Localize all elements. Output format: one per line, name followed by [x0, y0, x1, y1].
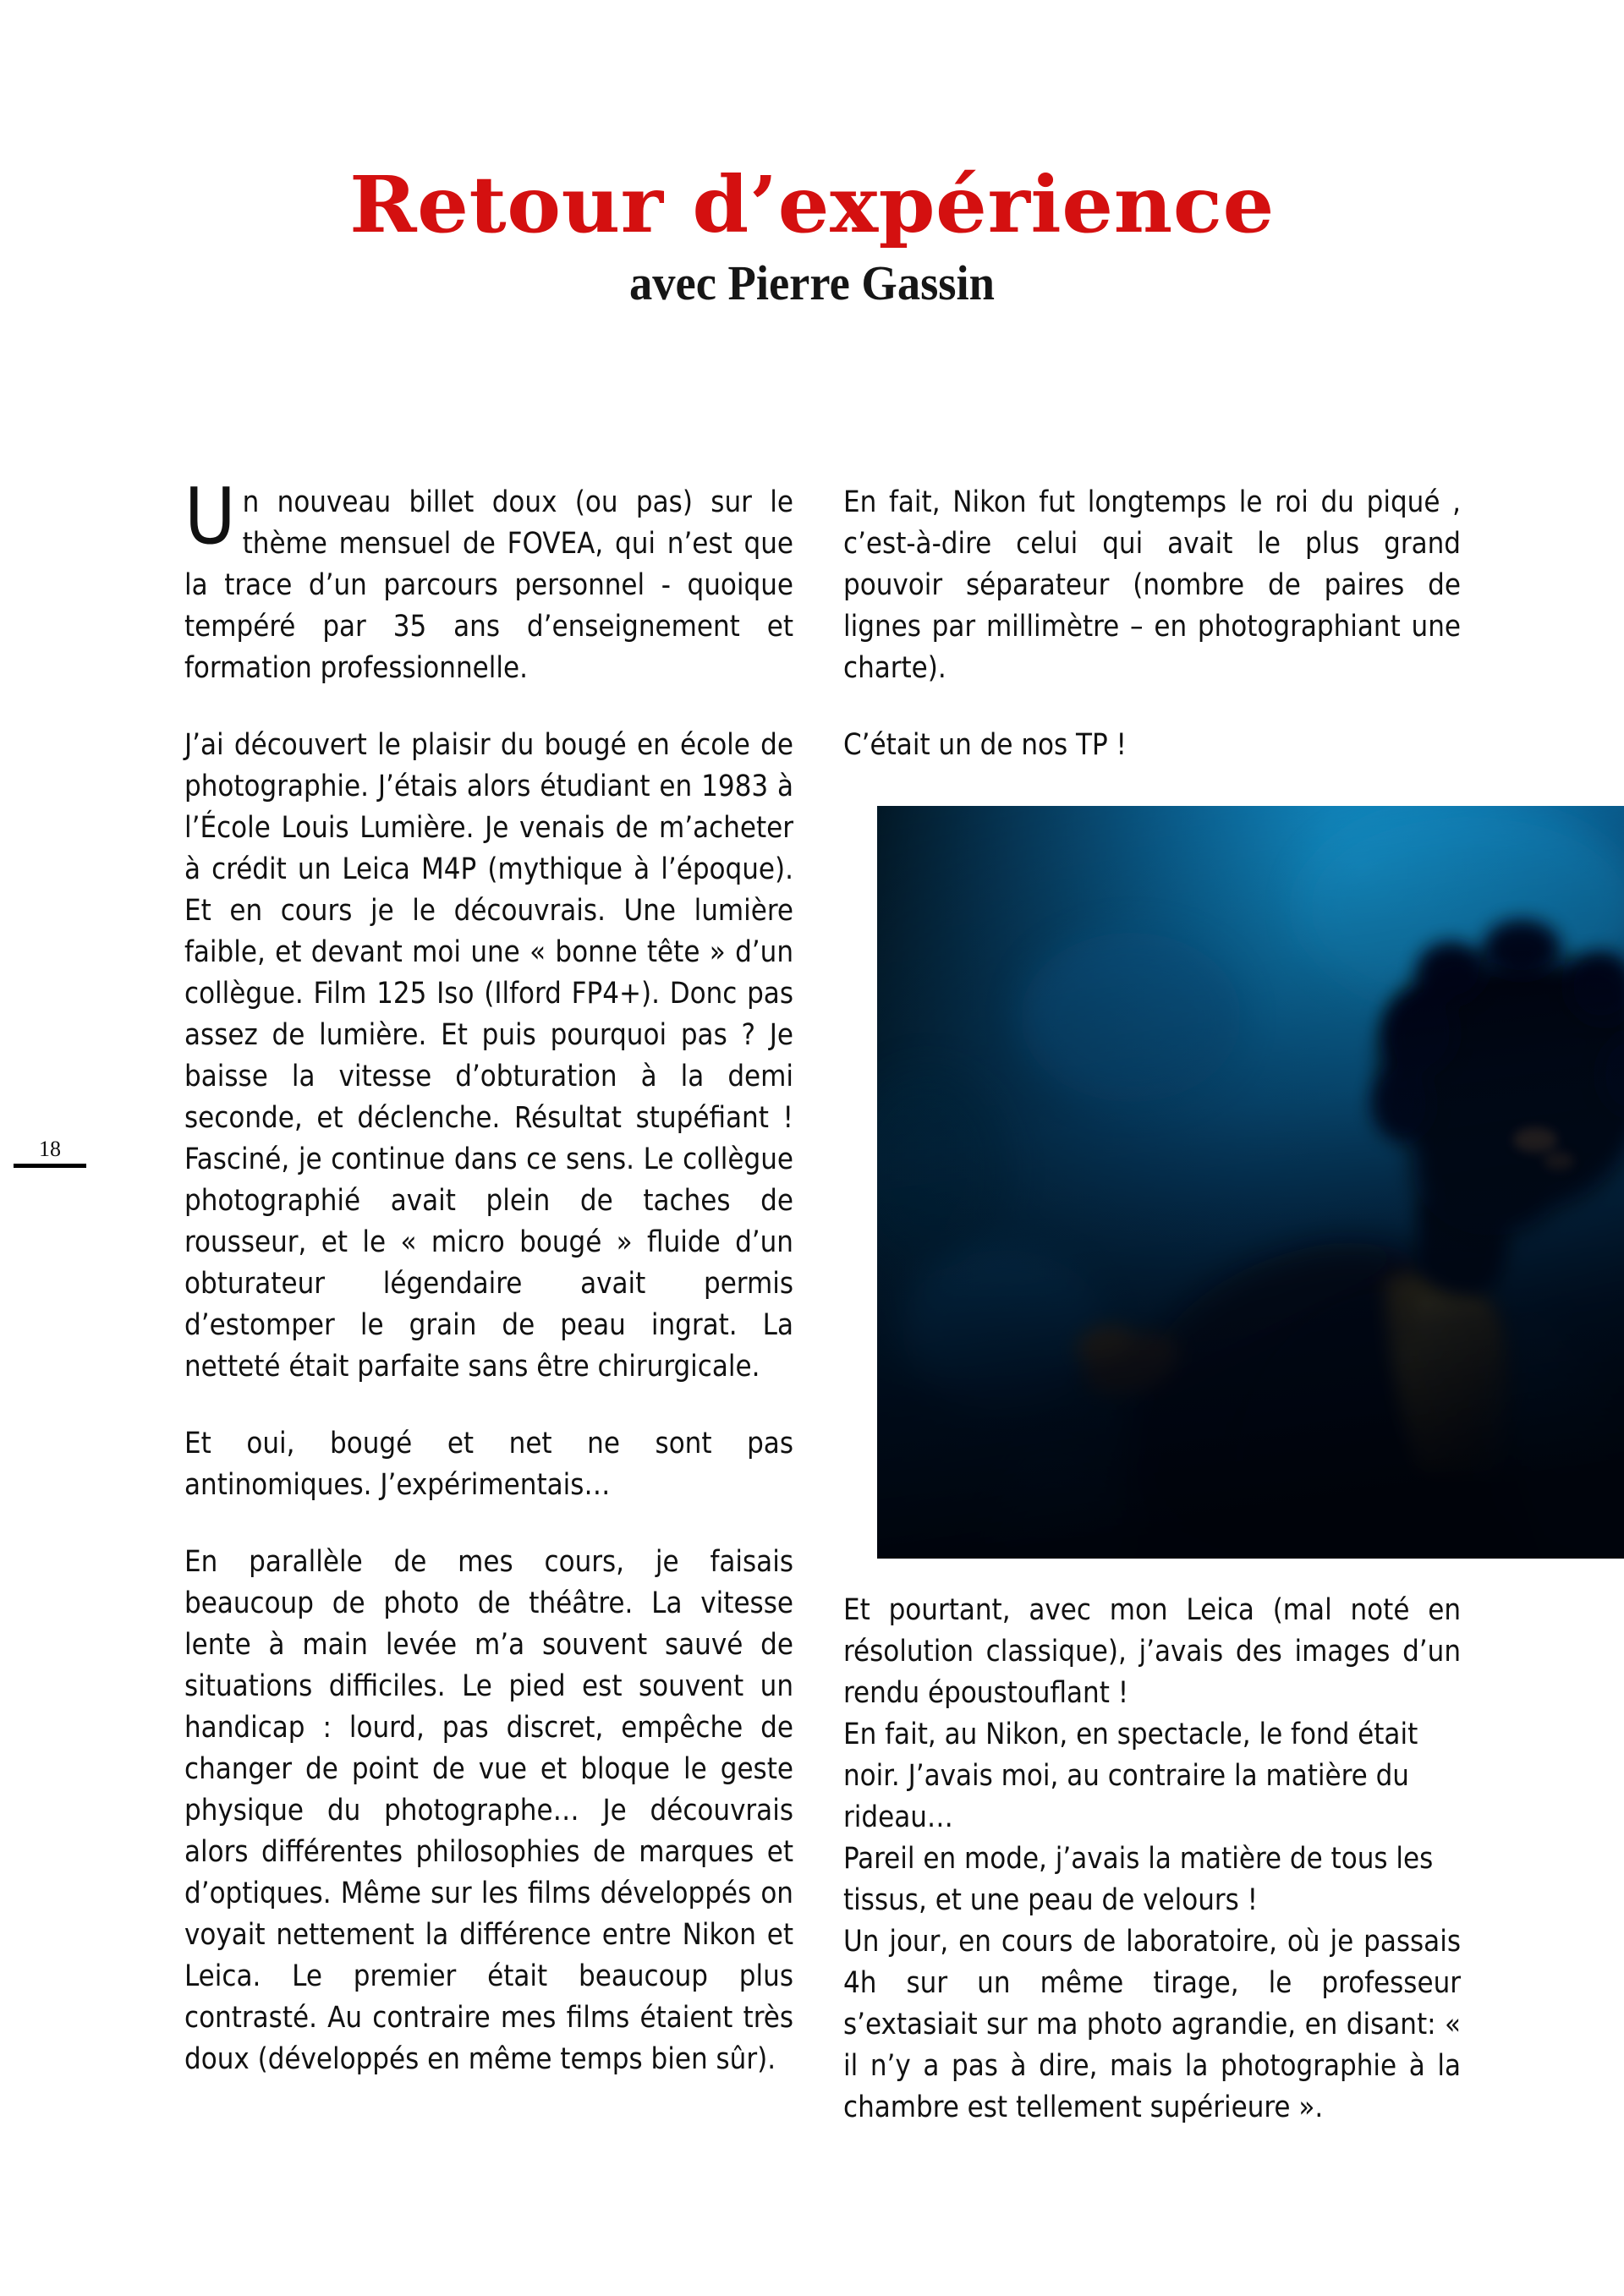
paragraph: En fait, au Nikon, en spectacle, le fond était noir. J’avais moi, au contraire la matière du rideau…	[843, 1718, 1418, 1834]
page-title: Retour d’expérience	[349, 159, 1275, 250]
body-column-right	[843, 482, 1461, 766]
paragraph: En parallèle de mes cours, je faisais beaucoup de photo de théâtre. La vitesse lente à main levée m’a souvent sauvé de situations difficiles. Le pied est souvent un handicap : lourd, pas discret, empêche de changer de point de vue et bloque le geste physique du photographe… Je découvrais alors différentes philosophies de marques et d’optiques. Même sur les films développés on voyait nettement la différence entre Nikon et Leica. Le premier était beaucoup plus contrasté. Au contraire mes films étaient très doux (développés en même temps bien sûr).	[184, 1545, 793, 2076]
paragraph: Pareil en mode, j’avais la matière de tous les tissus, et une peau de velours !	[843, 1842, 1434, 1917]
article-photo	[877, 806, 1624, 1559]
paragraph: J’ai découvert le plaisir du bougé en école de photographie. J’étais alors étudiant en 1983 à l’École Louis Lumière. Je venais de m’acheter à crédit un Leica M4P (mythique à l’époque). Et en cours je le découvrais. Une lumière faible, et devant moi une « bonne tête » d’un collègue. Film 125 Iso (Ilford FP4+). Donc pas assez de lumière. Et puis pourquoi pas ? Je baisse la vitesse d’obturation à la demi seconde, et déclenche. Résultat stupéfiant ! Fasciné, je continue dans ce sens. Le collègue photographié avait plein de taches de rousseur, et le « micro bougé » fluide d’un obturateur légendaire avait permis d’estomper le grain de peau ingrat. La netteté était parfaite sans être chirurgicale.	[184, 728, 793, 1384]
paragraph: Un nouveau billet doux (ou pas) sur le thème mensuel de FOVEA, qui n’est que la trace d’un parcours personnel - quoique tempéré par 35 ans d’enseignement et formation professionnelle.	[184, 471, 793, 685]
folio	[14, 1138, 86, 1168]
paragraph: Un jour, en cours de laboratoire, où je passais 4h sur un même tirage, le professeur s’extasiait sur ma photo agrandie, en disant: « il n’y a pas à dire, mais la photographie à la chambre est tellement supérieure ».	[843, 1925, 1461, 2124]
paragraph: Et pourtant, avec mon Leica (mal noté en résolution classique), j’avais des images d’un rendu époustouflant !	[843, 1593, 1461, 1710]
body-column-right-lower	[843, 1590, 1461, 2129]
page-subtitle: avec Pierre Gassin	[628, 255, 996, 310]
body-column-left	[184, 471, 793, 2080]
article-masthead	[0, 159, 1624, 310]
folio-rule	[14, 1164, 86, 1168]
photo-illustration	[877, 806, 1624, 1559]
page-number: 18	[39, 1137, 61, 1161]
paragraph: Et oui, bougé et net ne sont pas antinomiques. J’expérimentais…	[184, 1427, 793, 1502]
paragraph: C’était un de nos TP !	[843, 728, 1127, 762]
paragraph: En fait, Nikon fut longtemps le roi du piqué , c’est-à-dire celui qui avait le plus grand pouvoir séparateur (nombre de paires de lignes par millimètre – en photographiant une charte).	[843, 485, 1461, 685]
